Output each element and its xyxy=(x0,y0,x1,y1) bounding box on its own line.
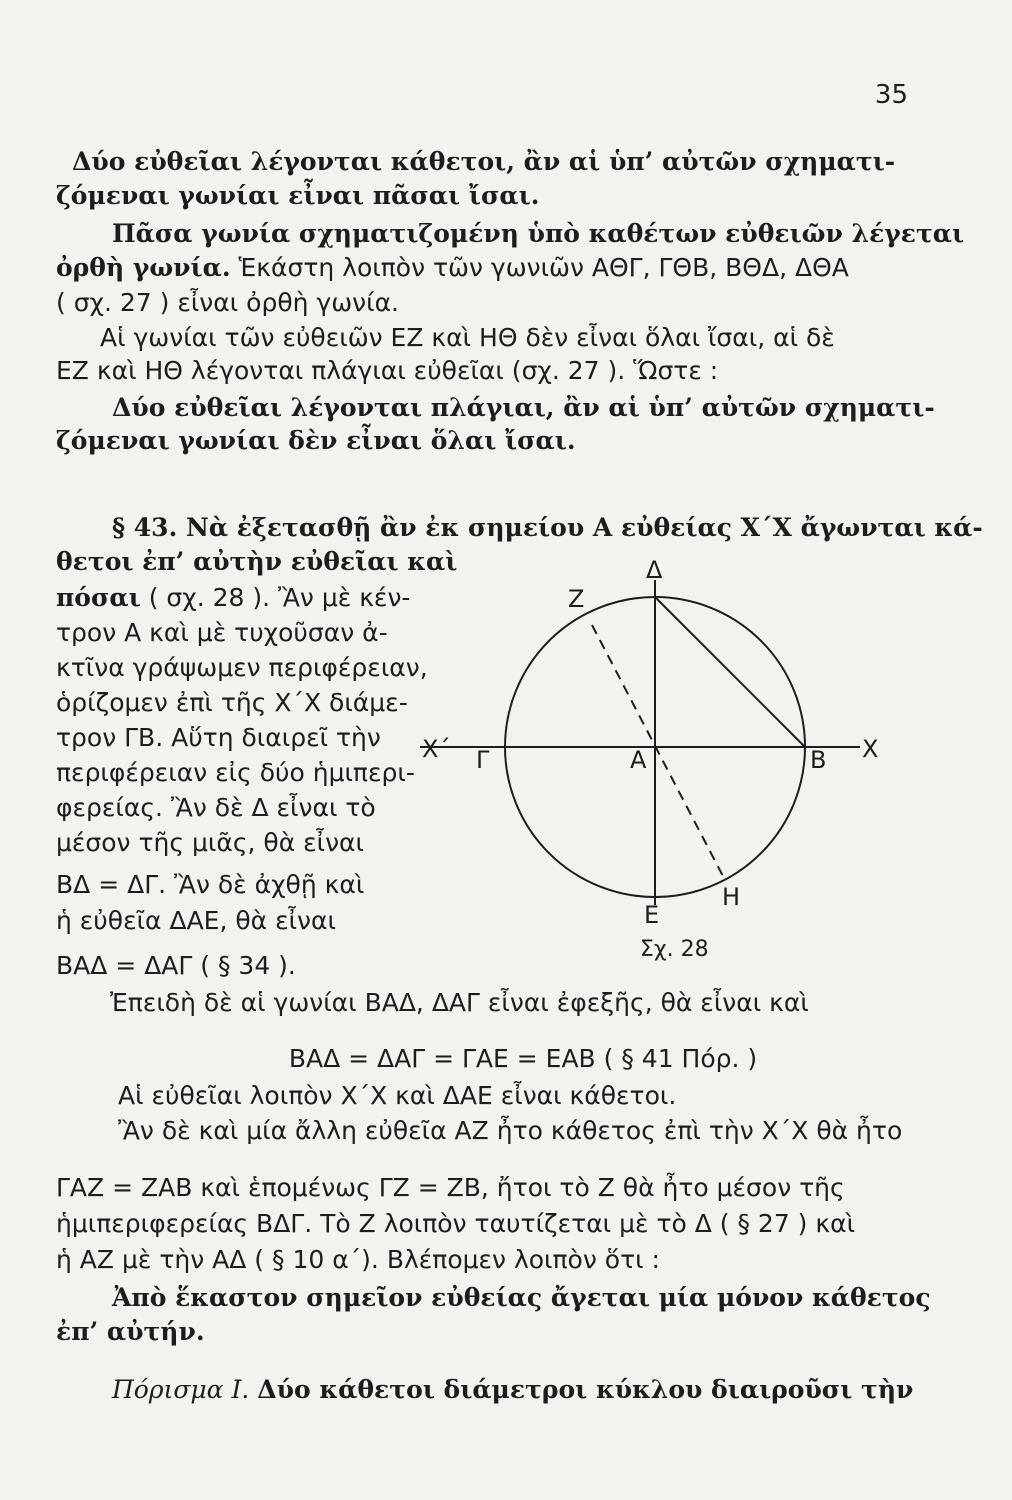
text-line: ( σχ. 27 ) εἶναι ὀρθὴ γωνία. xyxy=(56,288,399,317)
text-line: ζόμεναι γωνίαι δὲν εἶναι ὅλαι ἴσαι. xyxy=(56,426,576,455)
line-d-b xyxy=(655,597,805,747)
inline-bold: Δύο κάθετοι διάμετροι κύκλου διαιροῦσι τὴν xyxy=(257,1375,914,1404)
text-line: ΕΖ καὶ ΗΘ λέγονται πλάγιαι εὐθεῖαι (σχ. 27 ). Ὥστε : xyxy=(56,356,719,385)
text-line xyxy=(56,582,416,614)
label-z: Ζ xyxy=(568,585,585,613)
text-line: ἡ εὐθεῖα ΔΑΕ, θὰ εἶναι xyxy=(56,906,336,935)
label-e: Ε xyxy=(644,901,660,929)
text-line: μέσον τῆς μιᾶς, θὰ εἶναι xyxy=(56,828,364,857)
label-h: Η xyxy=(722,883,741,911)
text-line: ΓΑΖ = ΖΑΒ καὶ ἑπομένως ΓΖ = ΖΒ, ἤτοι τὸ Ζ θὰ ἦτο μέσον τῆς xyxy=(56,1173,845,1202)
text-line: ζόμεναι γωνίαι εἶναι πᾶσαι ἴσαι. xyxy=(56,181,540,210)
label-x: Χ xyxy=(862,735,879,763)
text-line: ἡμιπεριφερείας ΒΔΓ. Τὸ Ζ λοιπὸν ταυτίζεται μὲ τὸ Δ ( § 27 ) καὶ xyxy=(56,1209,856,1238)
label-g: Γ xyxy=(476,746,490,774)
text-line: Δύο εὐθεῖαι λέγονται κάθετοι, ἂν αἱ ὑπ’ αὐτῶν σχηματι- xyxy=(72,147,896,176)
label-d: Δ xyxy=(646,560,663,584)
text-line: ἐπ’ αὐτήν. xyxy=(56,1317,205,1346)
section-heading: § 43. Νὰ ἐξετασθῇ ἂν ἐκ σημείου Α εὐθείας Χ΄Χ ἄγωνται κά- xyxy=(112,513,983,542)
text-line: Αἱ γωνίαι τῶν εὐθειῶν ΕΖ καὶ ΗΘ δὲν εἶναι ὅλαι ἴσαι, αἱ δὲ xyxy=(100,323,835,352)
label-b: Β xyxy=(810,746,827,774)
figure-caption: Σχ. 28 xyxy=(640,937,709,962)
inline-bold: πόσαι xyxy=(56,583,141,612)
text-line: κτῖνα γράψωμεν περιφέρειαν, xyxy=(56,653,428,682)
text-line: φερείας. Ἂν δὲ Δ εἶναι τὸ xyxy=(56,793,376,822)
text-line: Αἱ εὐθεῖαι λοιπὸν Χ΄Χ καὶ ΔΑΕ εἶναι κάθετοι. xyxy=(118,1081,677,1110)
text-line: Δύο εὐθεῖαι λέγονται πλάγιαι, ἂν αἱ ὑπ’ αὐτῶν σχηματι- xyxy=(112,393,935,422)
text-line: θετοι ἐπ’ αὐτὴν εὐθεῖαι καὶ xyxy=(56,547,458,576)
text-line: Πᾶσα γωνία σχηματιζομένη ὑπὸ καθέτων εὐθειῶν λέγεται xyxy=(112,219,965,248)
text-line: ΒΔ = ΔΓ. Ἂν δὲ ἀχθῇ καὶ xyxy=(56,870,365,899)
text-line xyxy=(56,252,896,284)
text-line: Ἂν δὲ καὶ μία ἄλλη εὐθεῖα ΑΖ ἦτο κάθετος ἐπὶ τὴν Χ΄Χ θὰ ἦτο xyxy=(118,1116,903,1145)
inline-bold: ὀρθὴ γωνία. xyxy=(56,253,231,282)
text-line: τρον ΓΒ. Αὕτη διαιρεῖ τὴν xyxy=(56,723,381,752)
inline-text: Ἑκάστη λοιπὸν τῶν γωνιῶν ΑΘΓ, ΓΘΒ, ΒΘΔ, ΔΘΑ xyxy=(238,253,849,282)
label-x-prime: Χ΄ xyxy=(422,735,451,763)
text-line: ὁρίζομεν ἐπὶ τῆς Χ΄Χ διάμε- xyxy=(56,688,408,717)
text-line: ΒΑΔ = ΔΑΓ ( § 34 ). xyxy=(56,951,296,980)
text-line: ἡ ΑΖ μὲ τὴν ΑΔ ( § 10 α΄). Βλέπομεν λοιπὸν ὅτι : xyxy=(56,1245,660,1274)
figure-circle-diagram xyxy=(410,560,890,970)
equation-line: ΒΑΔ = ΔΑΓ = ΓΑΕ = ΕΑΒ ( § 41 Πόρ. ) xyxy=(288,1044,758,1073)
text-line xyxy=(112,1374,952,1406)
text-line: περιφέρειαν εἰς δύο ἡμιπερι- xyxy=(56,758,415,787)
text-line: Ἀπὸ ἕκαστον σημεῖον εὐθείας ἄγεται μία μόνον κάθετος xyxy=(112,1283,931,1312)
text-line: τρον Α καὶ μὲ τυχοῦσαν ἀ- xyxy=(56,618,388,647)
label-a: Α xyxy=(630,746,647,774)
inline-text: ( σχ. 28 ). Ἂν μὲ κέν- xyxy=(148,583,411,612)
line-z-h xyxy=(592,625,725,880)
page-number: 35 xyxy=(874,80,908,110)
text-line: Ἐπειδὴ δὲ αἱ γωνίαι ΒΑΔ, ΔΑΓ εἶναι ἐφεξῆς, θὰ εἶναι καὶ xyxy=(110,988,809,1017)
inline-italic: Πόρισμα Ι. xyxy=(112,1375,250,1404)
